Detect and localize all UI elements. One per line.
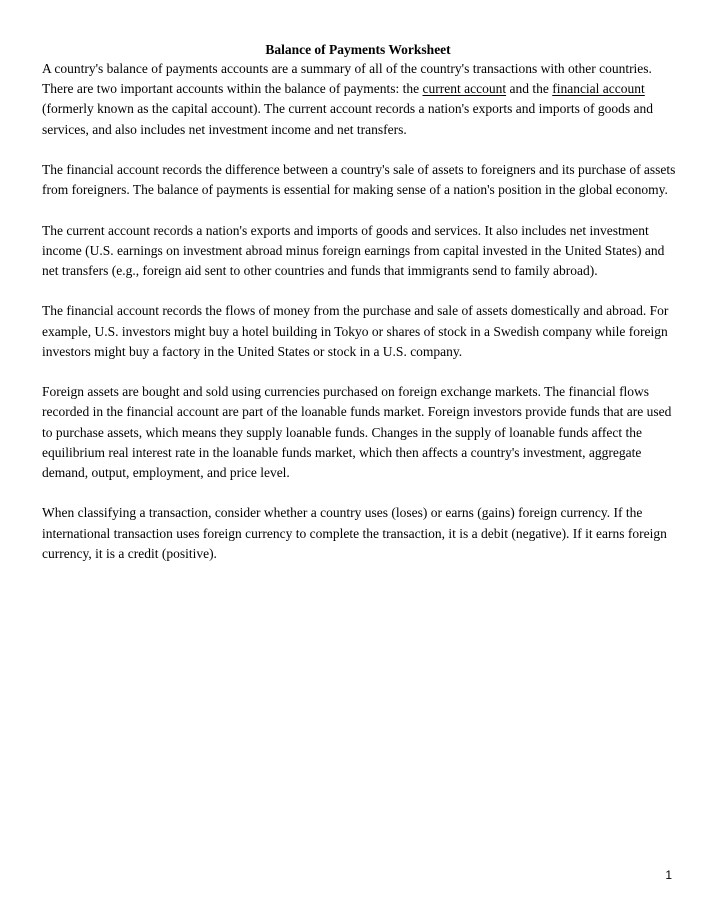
paragraph-financial-account: The financial account records the difference between a country's sale of assets to foreigners and its purchase of assets from foreigners. The balance of payments is essential for making sense of a nation's position in the global economy. (42, 162, 676, 198)
paragraph-intro-part-3: (formerly known as the capital account). The current account records a nation's exports and imports of goods and services, and also includes net investment income and net transfers. (42, 101, 653, 137)
paragraph-intro-part-2: and the (506, 81, 553, 97)
paragraph-financial-flows: The financial account records the flows of money from the purchase and sale of assets domestically and abroad. For example, U.S. investors might buy a hotel building in Tokyo or shares of stock in a Swedish company while foreign investors might buy a factory in the United States or stock in a U.S. company. (42, 303, 669, 359)
page-number: 1 (665, 868, 672, 882)
paragraph-current-account: The current account records a nation's exports and imports of goods and services. It also includes net investment income (U.S. earnings on investment abroad minus foreign earnings from capital invested in the United States) and net transfers (e.g., foreign aid sent to other countries and funds that immigrants send to family abroad). (42, 222, 665, 278)
financial-account-term: financial account (552, 81, 645, 97)
paragraph-foreign-exchange: Foreign assets are bought and sold using currencies purchased on foreign exchange markets. The financial flows recorded in the financial account are part of the loanable funds market. Foreign investors provide funds that are used to purchase assets, which means they supply loanable funds. Changes in the supply of loanable funds affect the equilibrium real interest rate in the loanable funds market, which then affects a country's investment, aggregate demand, output, employment, and price level. (42, 384, 672, 480)
paragraph-intro-part-1: A country's balance of payments accounts are a summary of all of the country's transactions with other countries. There are two important accounts within the balance of payments: the (42, 61, 652, 97)
paragraph-intro (42, 59, 676, 140)
current-account-term: current account (422, 81, 507, 97)
paragraph-classifying-transactions: When classifying a transaction, consider whether a country uses (loses) or earns (gains) foreign currency. If the international transaction uses foreign currency to complete the transaction, it is a debit (negative). If it earns foreign currency, it is a credit (positive). (42, 505, 667, 561)
page-title: Balance of Payments Worksheet (265, 42, 451, 57)
document-body (42, 59, 676, 584)
